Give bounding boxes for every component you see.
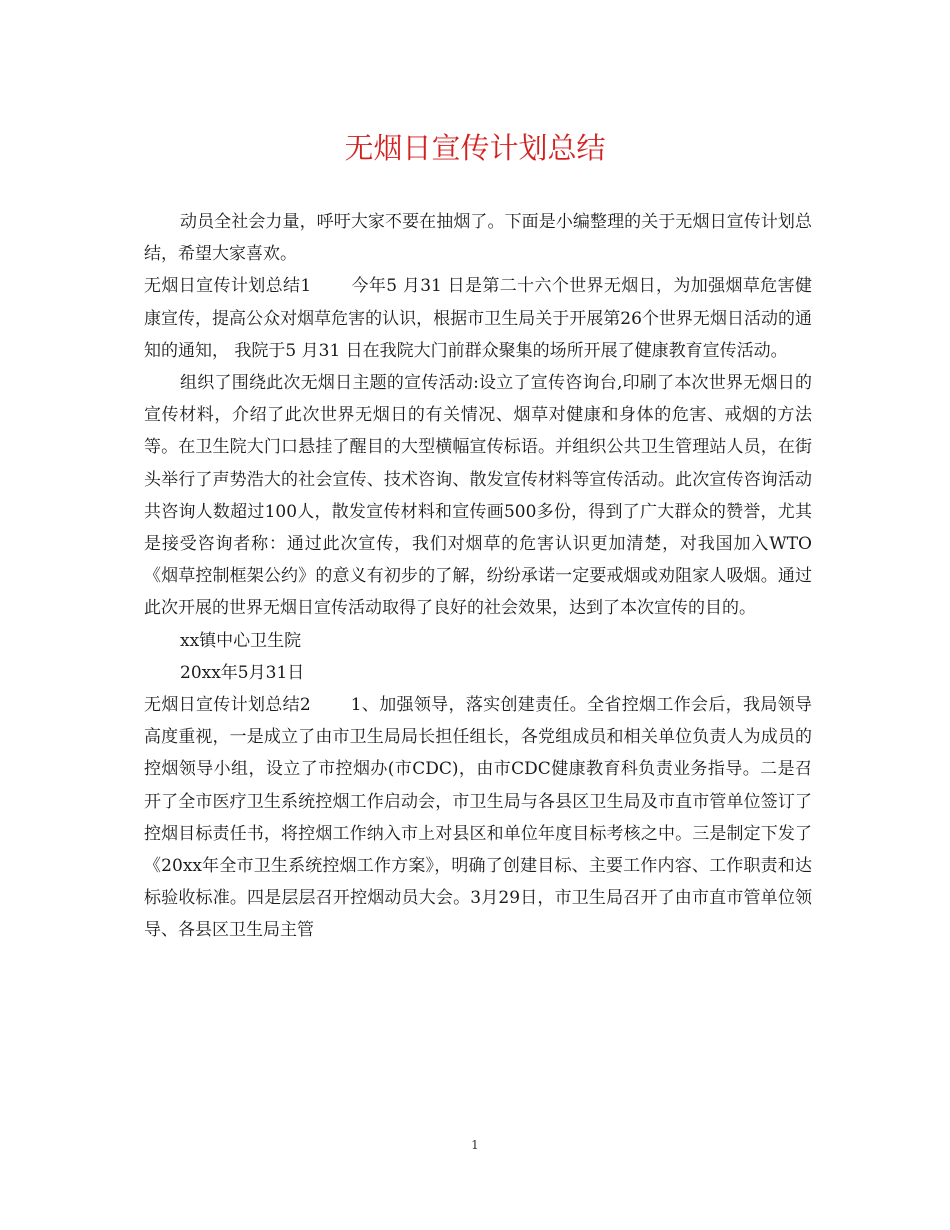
document-title: 无烟日宣传计划总结 (344, 131, 606, 165)
intro-paragraph: 动员全社会力量，呼吁大家不要在抽烟了。下面是小编整理的关于无烟日宣传计划总结，希望大家喜欢。 (144, 212, 812, 265)
section-1-signature: xx镇中心卫生院 (180, 630, 302, 651)
document-body (144, 206, 812, 947)
section-1-heading: 无烟日宣传计划总结1 (144, 276, 312, 297)
section-1-paragraph (144, 270, 812, 367)
section-2-paragraph (144, 689, 812, 947)
section-1-date: 20xx年5月31日 (180, 662, 305, 683)
section-2-heading: 无烟日宣传计划总结2 (144, 695, 311, 716)
section-2-text: 1、加强领导，落实创建责任。全省控烟工作会后，我局领导高度重视，一是成立了由市卫生局局长担任组长，各党组成员和相关单位负责人为成员的控烟领导小组，设立了市控烟办(市CDC)，由市CDC健康教育科负责业务指导。二是召开了全市医疗卫生系统控烟工作启动会，市卫生局与各县区卫生局及市直市管单位签订了控烟目标责任书，将控烟工作纳入市上对县区和单位年度目标考核之中。三是制定下发了《20xx年全市卫生系统控烟工作方案》，明确了创建目标、主要工作内容、工作职责和达标验收标准。四是层层召开控烟动员大会。3月29日，市卫生局召开了由市直市管单位领导、各县区卫生局主管 (144, 695, 812, 941)
section-1-activities-paragraph: 组织了围绕此次无烟日主题的宣传活动:设立了宣传咨询台,印刷了本次世界无烟日的宣传材料，介绍了此次世界无烟日的有关情况、烟草对健康和身体的危害、戒烟的方法等。在卫生院大门口悬挂了醒目的大型横幅宣传标语。并组织公共卫生管理站人员，在街头举行了声势浩大的社会宣传、技术咨询、散发宣传材料等宣传活动。此次宣传咨询活动共咨询人数超过100人，散发宣传材料和宣传画500多份，得到了广大群众的赞誉，尤其是接受咨询者称：通过此次宣传，我们对烟草的危害认识更加清楚，对我国加入WTO《烟草控制框架公约》的意义有初步的了解，纷纷承诺一定要戒烟或劝阻家人吸烟。通过此次开展的世界无烟日宣传活动取得了良好的社会效果，达到了本次宣传的目的。 (144, 373, 812, 619)
page-number: 1 (471, 1138, 479, 1152)
section-1-text: 今年5 月31 日是第二十六个世界无烟日，为加强烟草危害健康宣传，提高公众对烟草危害的认识，根据市卫生局关于开展第26个世界无烟日活动的通知的通知， 我院于5 月31 日在我院大门前群众聚集的场所开展了健康教育宣传活动。 (144, 276, 812, 361)
